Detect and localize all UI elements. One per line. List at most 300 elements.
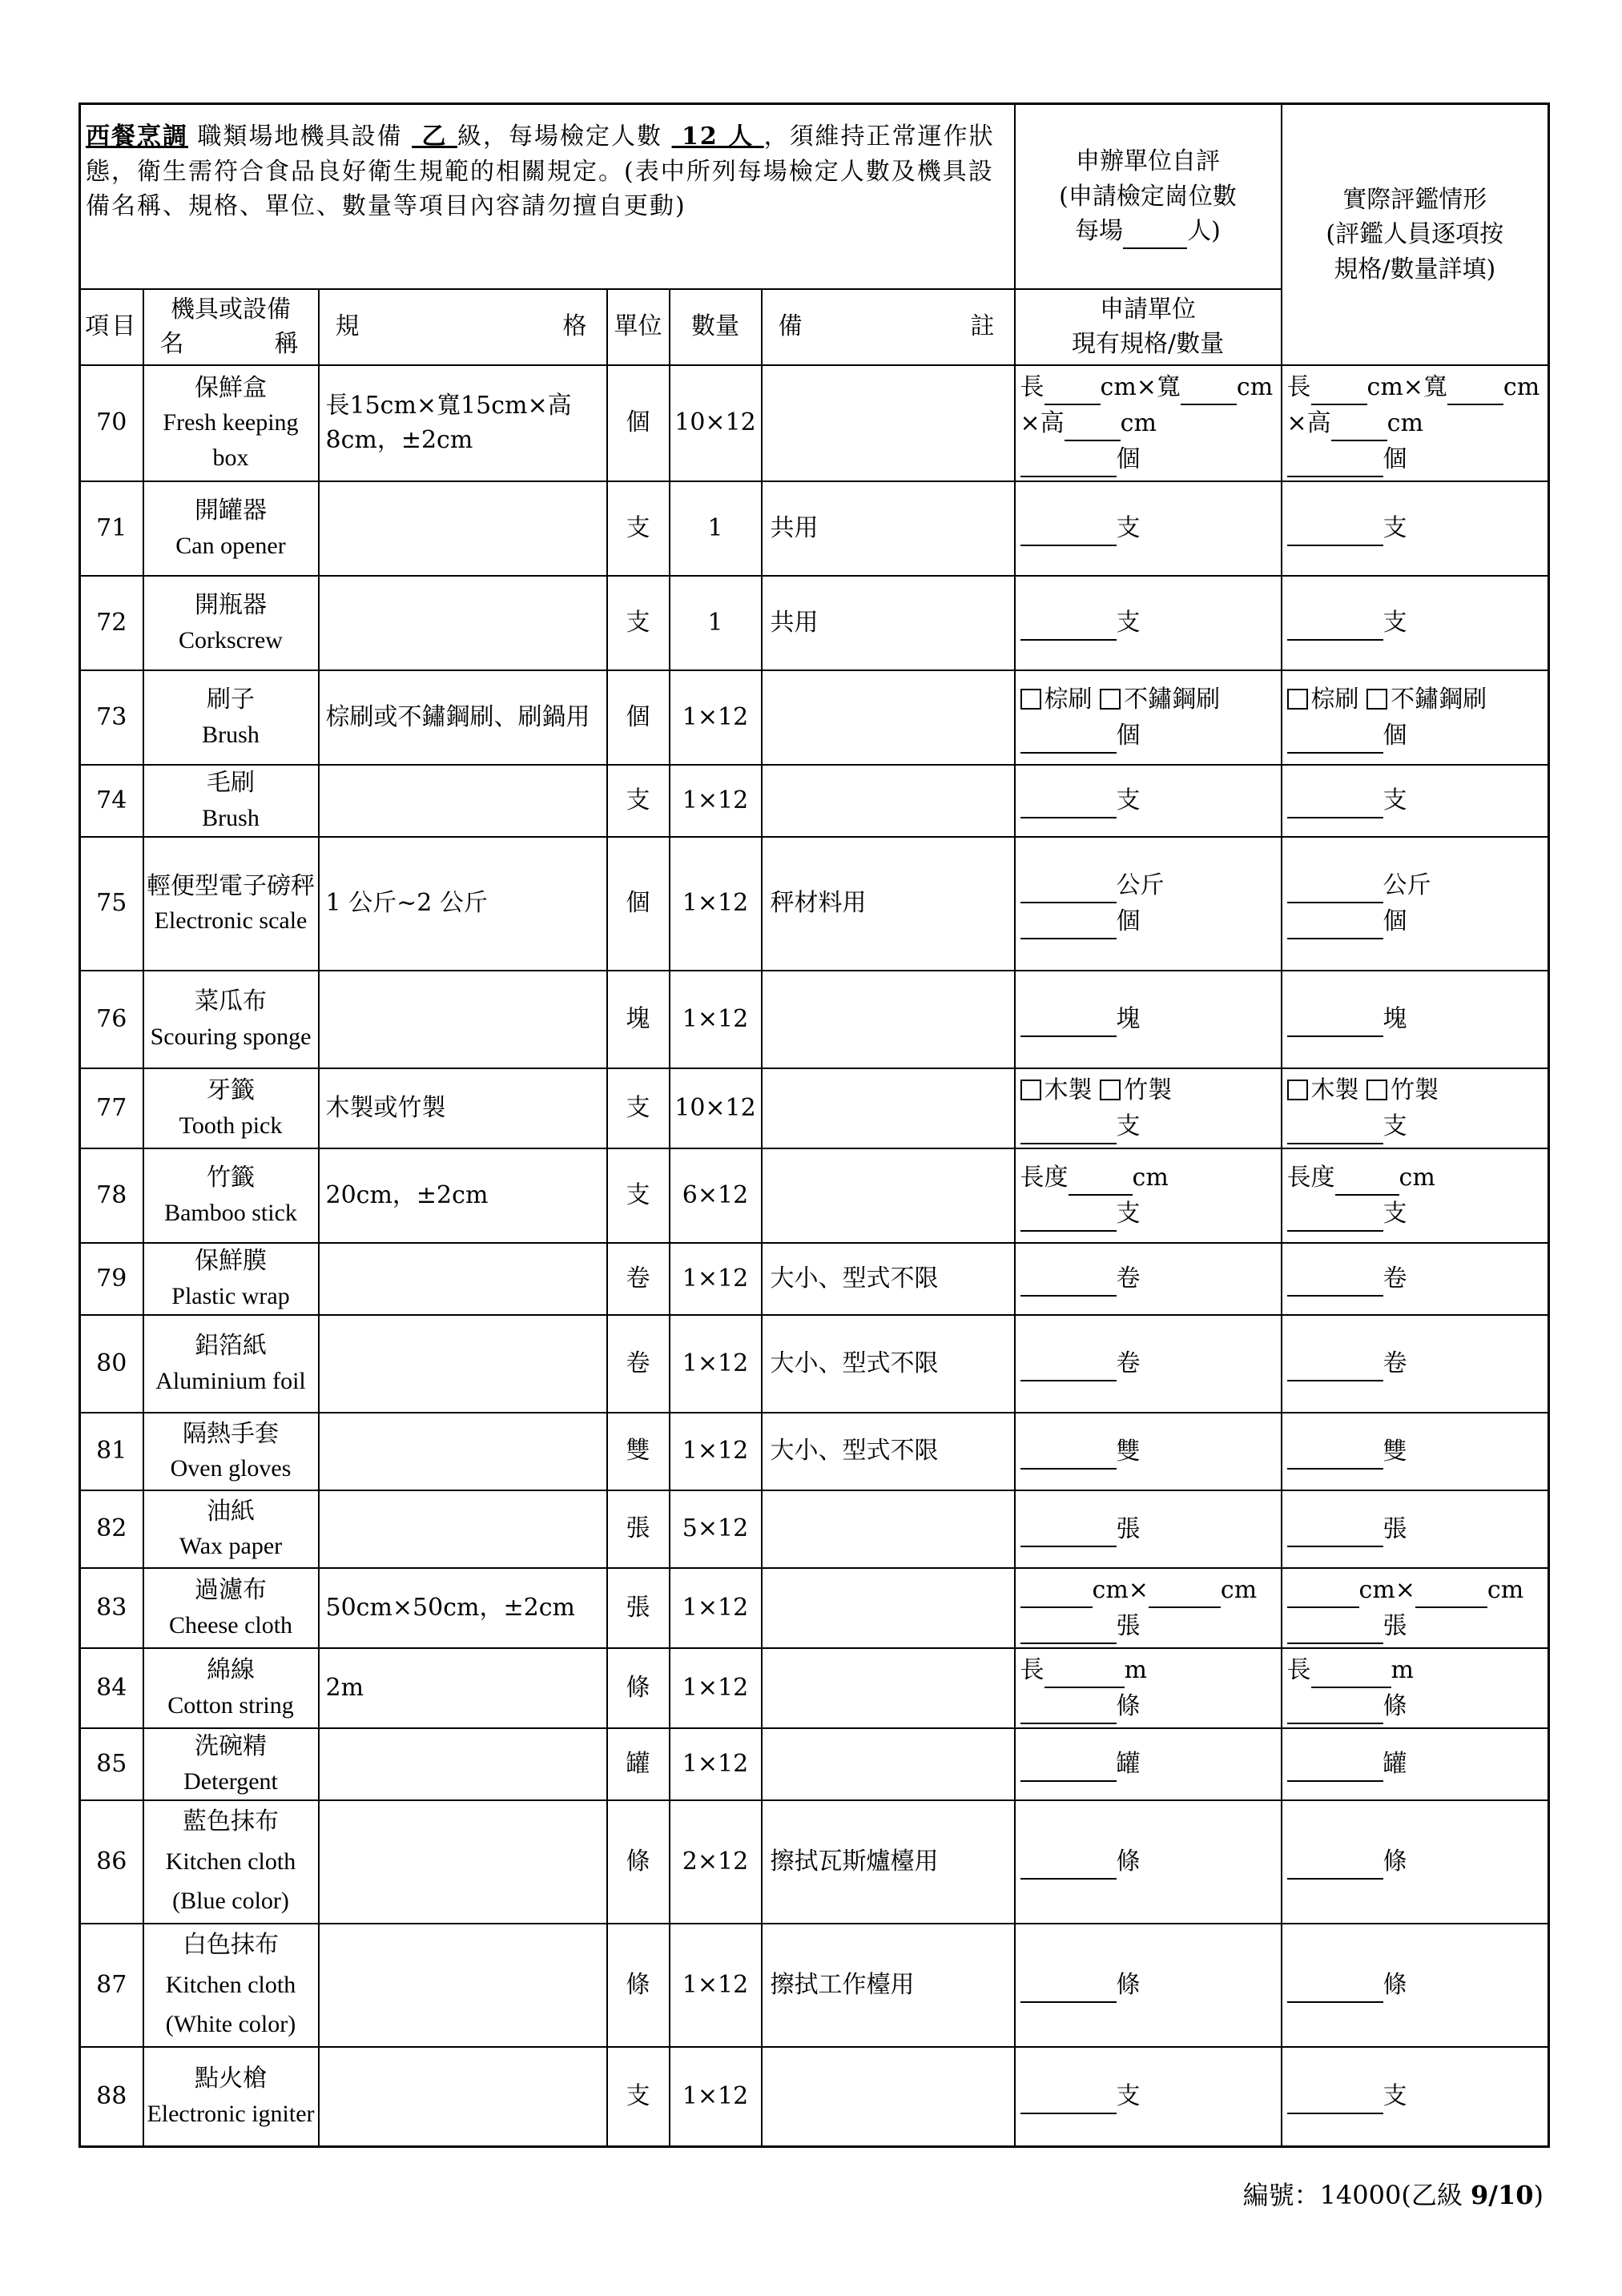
fill-label: 條: [1116, 1848, 1141, 1876]
item-name-en: Brush: [202, 804, 260, 831]
item-unit: 條: [607, 1800, 670, 1924]
fill-label: 條: [1383, 1691, 1407, 1720]
fill-blank[interactable]: [1020, 617, 1117, 641]
item-name: [143, 1728, 319, 1800]
item-qty: 10×12: [670, 365, 762, 481]
fill-blank[interactable]: [1020, 1445, 1117, 1470]
actual-eval-header: 實際評鑑情形 (評鑑人員逐項按 規格/數量詳填): [1282, 104, 1549, 365]
item-name: [143, 1068, 319, 1148]
actual-eval-fill: [1282, 1648, 1549, 1728]
item-name: [143, 481, 319, 576]
item-unit: 支: [607, 765, 670, 837]
table-row: [80, 971, 1549, 1068]
fill-blank[interactable]: [1287, 1013, 1383, 1038]
table-row: [80, 1148, 1549, 1243]
table-row: [80, 1648, 1549, 1728]
item-number: 86: [80, 1800, 143, 1924]
item-name: [143, 1800, 319, 1924]
item-name: [143, 1490, 319, 1568]
header-unit: 單位: [607, 289, 670, 365]
fill-blank[interactable]: [1020, 1357, 1117, 1382]
self-eval-header: 申辦單位自評 (申請檢定崗位數 每場 人): [1015, 104, 1282, 289]
item-name-en: Brush: [202, 721, 260, 748]
item-name-zh: 開罐器: [195, 497, 267, 525]
checkbox[interactable]: [1366, 689, 1387, 710]
self-eval-fill: [1015, 1800, 1282, 1924]
item-unit: 張: [607, 1490, 670, 1568]
item-qty: 1×12: [670, 2047, 762, 2147]
actual-eval-fill: [1282, 1413, 1549, 1490]
fill-blank[interactable]: [1287, 1699, 1383, 1724]
actual-eval-fill: [1282, 837, 1549, 971]
item-spec: 20cm，±2cm: [319, 1148, 607, 1243]
fill-label: ×高: [1020, 408, 1065, 437]
fill-blank[interactable]: [1447, 380, 1503, 405]
actual-eval-fill: [1282, 1315, 1549, 1413]
fill-label: 棕刷: [1310, 685, 1359, 714]
actual-eval-fill: [1282, 576, 1549, 670]
actual-eval-fill: [1282, 1568, 1549, 1648]
item-number: 87: [80, 1924, 143, 2047]
item-name-zh: 刷子: [207, 686, 255, 714]
fill-label: 竹製: [1124, 1076, 1173, 1104]
self-eval-fill: [1015, 481, 1282, 576]
fill-label: 支: [1383, 786, 1407, 814]
item-name-en: Oven gloves: [170, 1455, 292, 1482]
fill-blank[interactable]: [1287, 879, 1383, 904]
fill-blank[interactable]: [1020, 1013, 1117, 1038]
item-name-en: Plastic wrap: [171, 1282, 290, 1309]
fill-blank[interactable]: [1287, 1583, 1359, 1608]
item-qty: 5×12: [670, 1490, 762, 1568]
self-eval-fill: [1015, 1148, 1282, 1243]
fill-label: 支: [1383, 1112, 1407, 1140]
item-qty: 1×12: [670, 1648, 762, 1728]
fill-label: 卷: [1383, 1349, 1407, 1377]
fill-blank[interactable]: [1020, 794, 1117, 819]
fill-label: cm×寬: [1100, 372, 1181, 401]
fill-blank[interactable]: [1149, 1583, 1221, 1608]
table-row: [80, 1068, 1549, 1148]
fill-blank[interactable]: [1020, 1207, 1117, 1232]
table-row: [80, 670, 1549, 765]
fill-label: 木製: [1044, 1076, 1093, 1104]
actual-eval-fill: [1282, 1068, 1549, 1148]
fill-label: 張: [1116, 1611, 1141, 1640]
item-spec: 50cm×50cm，±2cm: [319, 1568, 607, 1648]
item-note: 大小、型式不限: [762, 1413, 1015, 1490]
fill-blank[interactable]: [1287, 915, 1383, 940]
item-name: [143, 1413, 319, 1490]
header-note: 備 註: [762, 289, 1015, 365]
fill-label: 雙: [1383, 1437, 1407, 1466]
item-spec: 棕刷或不鏽鋼刷、刷鍋用: [319, 670, 607, 765]
checkbox[interactable]: [1100, 1080, 1121, 1100]
item-qty: 1×12: [670, 1728, 762, 1800]
item-name-en: Scouring sponge: [150, 1023, 312, 1050]
item-unit: 支: [607, 1068, 670, 1148]
item-note: 秤材料用: [762, 837, 1015, 971]
item-name-en: Aluminium foil: [155, 1367, 306, 1394]
fill-label: m: [1124, 1655, 1147, 1684]
item-name-en: Wax paper: [179, 1533, 283, 1559]
header-spec: 規 格: [319, 289, 607, 365]
item-spec: 1 公斤~2 公斤: [319, 837, 607, 971]
fill-label: 個: [1116, 721, 1141, 750]
fill-blank[interactable]: [1331, 416, 1387, 441]
item-name-en: Fresh keeping box: [163, 409, 299, 471]
item-qty: 1: [670, 481, 762, 576]
item-number: 83: [80, 1568, 143, 1648]
fill-blank[interactable]: [1287, 2090, 1383, 2115]
actual-eval-fill: [1282, 1243, 1549, 1315]
header-name: 機具或設備 名 稱: [143, 289, 319, 365]
fill-label: 張: [1383, 1611, 1407, 1640]
fill-blank[interactable]: [1020, 1699, 1117, 1724]
item-name: [143, 971, 319, 1068]
self-eval-fill: [1015, 837, 1282, 971]
item-unit: 卷: [607, 1243, 670, 1315]
fill-blank[interactable]: [1335, 1171, 1399, 1196]
fill-blank[interactable]: [1020, 1758, 1117, 1783]
checkbox[interactable]: [1020, 689, 1041, 710]
fill-label: 長: [1020, 372, 1044, 401]
fill-blank[interactable]: [1020, 2090, 1117, 2115]
item-qty: 1×12: [670, 1568, 762, 1648]
fill-blank[interactable]: [1287, 1619, 1383, 1644]
fill-blank[interactable]: [1287, 1445, 1383, 1470]
fill-label: 條: [1116, 1691, 1141, 1720]
self-eval-fill: [1015, 670, 1282, 765]
fill-blank[interactable]: [1287, 1856, 1383, 1880]
actual-eval-fill: [1282, 365, 1549, 481]
item-note: [762, 1490, 1015, 1568]
item-qty: 2×12: [670, 1800, 762, 1924]
actual-eval-fill: [1282, 1148, 1549, 1243]
table-row: [80, 481, 1549, 576]
fill-label: 支: [1116, 1199, 1141, 1228]
self-eval-fill: [1015, 1315, 1282, 1413]
fill-label: 個: [1383, 444, 1407, 473]
fill-label: 長: [1286, 372, 1311, 401]
fill-label: ×高: [1286, 408, 1331, 437]
actual-eval-fill: [1282, 971, 1549, 1068]
item-spec: [319, 1490, 607, 1568]
fill-label: 罐: [1383, 1750, 1407, 1778]
fill-blank[interactable]: [1287, 617, 1383, 641]
item-name: [143, 576, 319, 670]
fill-label: 卷: [1116, 1349, 1141, 1377]
item-name-en-note: (Blue color): [172, 1888, 289, 1915]
item-spec: 2m: [319, 1648, 607, 1728]
fill-label: cm: [1120, 408, 1157, 437]
item-number: 75: [80, 837, 143, 971]
item-unit: 卷: [607, 1315, 670, 1413]
item-unit: 條: [607, 1924, 670, 2047]
item-qty: 1×12: [670, 765, 762, 837]
fill-blank[interactable]: [1020, 1273, 1117, 1297]
item-name: [143, 837, 319, 971]
item-name: [143, 1648, 319, 1728]
checkbox[interactable]: [1287, 1080, 1308, 1100]
fill-blank[interactable]: [1287, 1207, 1383, 1232]
item-name-zh: 保鮮膜: [195, 1247, 267, 1275]
item-name-zh: 白色抹布: [183, 1931, 279, 1960]
item-name: [143, 1568, 319, 1648]
intro-row: [80, 104, 1549, 289]
self-eval-fill: [1015, 1068, 1282, 1148]
item-qty: 1×12: [670, 670, 762, 765]
table-row: [80, 365, 1549, 481]
actual-eval-fill: [1282, 1490, 1549, 1568]
item-number: 80: [80, 1315, 143, 1413]
item-unit: 條: [607, 1648, 670, 1728]
fill-blank[interactable]: [1069, 1171, 1133, 1196]
checkbox[interactable]: [1287, 689, 1308, 710]
item-spec: [319, 765, 607, 837]
item-name: [143, 1148, 319, 1243]
fill-blank[interactable]: [1287, 452, 1383, 477]
item-name-zh: 過濾布: [195, 1576, 267, 1604]
table-row: [80, 1243, 1549, 1315]
self-eval-fill: [1015, 1924, 1282, 2047]
fill-label: cm×寬: [1366, 372, 1447, 401]
item-name-en: Electronic scale: [154, 907, 308, 934]
item-name-zh: 洗碗精: [195, 1732, 267, 1760]
item-note: 共用: [762, 481, 1015, 576]
fill-label: 個: [1116, 444, 1141, 473]
fill-blank[interactable]: [1020, 1583, 1093, 1608]
item-note: 大小、型式不限: [762, 1315, 1015, 1413]
fill-label: cm: [1236, 372, 1274, 401]
fill-label: 公斤: [1383, 871, 1431, 899]
fill-label: 支: [1116, 2082, 1141, 2111]
fill-blank[interactable]: [1020, 522, 1117, 547]
item-note: 大小、型式不限: [762, 1243, 1015, 1315]
table-row: [80, 837, 1549, 971]
item-unit: 支: [607, 481, 670, 576]
trade-name: 西餐烹調: [86, 123, 188, 151]
item-qty: 1×12: [670, 1924, 762, 2047]
fill-label: 支: [1116, 786, 1141, 814]
item-name-zh: 輕便型電子磅秤: [147, 871, 315, 900]
fill-label: 支: [1383, 514, 1407, 542]
fill-label: 雙: [1116, 1437, 1141, 1466]
item-name: [143, 1243, 319, 1315]
fill-label: cm×: [1092, 1575, 1149, 1604]
item-note: [762, 2047, 1015, 2147]
fill-blank[interactable]: [1287, 1120, 1383, 1144]
fill-blank[interactable]: [1020, 1522, 1117, 1547]
item-spec: [319, 576, 607, 670]
item-note: 共用: [762, 576, 1015, 670]
item-qty: 6×12: [670, 1148, 762, 1243]
item-number: 81: [80, 1413, 143, 1490]
table-body: [80, 365, 1549, 2147]
fill-label: 竹製: [1391, 1076, 1439, 1104]
table-row: [80, 1490, 1549, 1568]
self-eval-fill: [1015, 1728, 1282, 1800]
item-qty: 1×12: [670, 971, 762, 1068]
item-number: 76: [80, 971, 143, 1068]
item-qty: 1×12: [670, 1243, 762, 1315]
self-eval-fill: [1015, 1243, 1282, 1315]
item-number: 82: [80, 1490, 143, 1568]
item-note: 擦拭工作檯用: [762, 1924, 1015, 2047]
item-note: [762, 971, 1015, 1068]
item-spec: 長15cm×寬15cm×高8cm，±2cm: [319, 365, 607, 481]
fill-blank[interactable]: [1287, 729, 1383, 754]
grade: 乙: [421, 123, 448, 151]
item-spec: [319, 481, 607, 576]
item-name-zh: 開瓶器: [195, 591, 267, 619]
item-name: [143, 365, 319, 481]
item-name-zh: 藍色抹布: [183, 1807, 279, 1836]
fill-label: 個: [1383, 721, 1407, 750]
fill-blank[interactable]: [1020, 452, 1117, 477]
fill-label: 支: [1116, 514, 1141, 542]
item-name: [143, 670, 319, 765]
fill-blank[interactable]: [1020, 1619, 1117, 1644]
fill-blank[interactable]: [1311, 380, 1367, 405]
fill-label: 塊: [1116, 1005, 1141, 1033]
fill-blank[interactable]: [1020, 729, 1117, 754]
item-number: 73: [80, 670, 143, 765]
self-eval-fill: [1015, 576, 1282, 670]
fill-blank[interactable]: [1020, 1856, 1117, 1880]
item-note: [762, 1148, 1015, 1243]
item-name-zh: 毛刷: [207, 769, 255, 797]
fill-blank[interactable]: [1181, 380, 1237, 405]
header-qty: 數量: [670, 289, 762, 365]
self-eval-fill: [1015, 765, 1282, 837]
self-eval-fill: [1015, 1648, 1282, 1728]
item-name-en: Corkscrew: [179, 626, 283, 653]
checkbox[interactable]: [1100, 689, 1121, 710]
item-name: [143, 1315, 319, 1413]
item-spec: [319, 971, 607, 1068]
checkbox[interactable]: [1366, 1080, 1387, 1100]
item-name-en: Cotton string: [167, 1691, 294, 1719]
fill-label: cm: [1503, 372, 1540, 401]
item-name-en: Cheese cloth: [168, 1611, 293, 1639]
self-eval-fill: [1015, 365, 1282, 481]
checkbox[interactable]: [1020, 1080, 1041, 1100]
fill-blank[interactable]: [1287, 1758, 1383, 1783]
item-name: [143, 2047, 319, 2147]
item-number: 77: [80, 1068, 143, 1148]
item-unit: 支: [607, 2047, 670, 2147]
fill-label: 條: [1116, 1971, 1141, 1999]
item-name-zh: 綿線: [207, 1656, 255, 1684]
self-eval-fill: [1015, 2047, 1282, 2147]
fill-blank[interactable]: [1287, 1273, 1383, 1297]
item-number: 84: [80, 1648, 143, 1728]
fill-label: 個: [1383, 907, 1407, 935]
item-note: 擦拭瓦斯爐檯用: [762, 1800, 1015, 1924]
item-name: [143, 765, 319, 837]
item-number: 88: [80, 2047, 143, 2147]
fill-blank[interactable]: [1044, 1663, 1125, 1688]
actual-eval-fill: [1282, 2047, 1549, 2147]
item-unit: 塊: [607, 971, 670, 1068]
self-eval-fill: [1015, 1568, 1282, 1648]
fill-blank[interactable]: [1020, 1979, 1117, 2004]
fill-label: 支: [1383, 609, 1407, 637]
item-name-en: Tooth pick: [179, 1112, 283, 1139]
fill-label: 不鏽鋼刷: [1124, 685, 1221, 714]
item-unit: 支: [607, 576, 670, 670]
header-item: 項目: [80, 289, 143, 365]
fill-blank[interactable]: [1020, 1120, 1117, 1144]
fill-blank[interactable]: [1044, 380, 1101, 405]
actual-eval-fill: [1282, 1728, 1549, 1800]
item-note: [762, 1068, 1015, 1148]
item-name-zh: 鋁箔紙: [195, 1332, 267, 1360]
item-name: [143, 1924, 319, 2047]
fill-label: 木製: [1310, 1076, 1359, 1104]
item-name-en: Bamboo stick: [164, 1199, 297, 1226]
item-name-zh: 點火槍: [195, 2065, 267, 2093]
item-note: [762, 1728, 1015, 1800]
fill-blank[interactable]: [1287, 1357, 1383, 1382]
item-note: [762, 1568, 1015, 1648]
fill-blank[interactable]: [1020, 879, 1117, 904]
table-row: [80, 1924, 1549, 2047]
item-name-en: Kitchen cloth: [165, 1971, 296, 1998]
item-number: 72: [80, 576, 143, 670]
item-qty: 1: [670, 576, 762, 670]
item-name-zh: 竹籤: [207, 1164, 255, 1192]
item-unit: 個: [607, 365, 670, 481]
actual-eval-fill: [1282, 765, 1549, 837]
self-eval-fill: [1015, 1490, 1282, 1568]
fill-label: 條: [1383, 1848, 1407, 1876]
fill-label: cm: [1487, 1575, 1524, 1604]
fill-label: 個: [1116, 907, 1141, 935]
fill-label: cm: [1220, 1575, 1258, 1604]
item-spec: [319, 1243, 607, 1315]
item-unit: 個: [607, 670, 670, 765]
fill-blank[interactable]: [1287, 1979, 1383, 2004]
fill-label: cm: [1132, 1163, 1169, 1192]
actual-eval-fill: [1282, 481, 1549, 576]
item-name-zh: 牙籤: [207, 1076, 255, 1104]
item-unit: 支: [607, 1148, 670, 1243]
fill-blank[interactable]: [1020, 915, 1117, 940]
item-spec: [319, 1413, 607, 1490]
fill-blank[interactable]: [1065, 416, 1121, 441]
table-row: [80, 2047, 1549, 2147]
fill-label: cm: [1387, 408, 1423, 437]
item-qty: 1×12: [670, 1315, 762, 1413]
item-number: 74: [80, 765, 143, 837]
fill-blank[interactable]: [1287, 1522, 1383, 1547]
table-row: [80, 576, 1549, 670]
fill-blank[interactable]: [1287, 794, 1383, 819]
fill-blank[interactable]: [1415, 1583, 1487, 1608]
table-row: [80, 765, 1549, 837]
fill-label: 支: [1116, 1112, 1141, 1140]
item-name-en: Electronic igniter: [147, 2100, 315, 2127]
fill-blank[interactable]: [1311, 1663, 1391, 1688]
item-number: 79: [80, 1243, 143, 1315]
fill-blank[interactable]: [1287, 522, 1383, 547]
item-note: [762, 1648, 1015, 1728]
item-unit: 張: [607, 1568, 670, 1648]
fill-label: 條: [1383, 1971, 1407, 1999]
table-row: [80, 1728, 1549, 1800]
